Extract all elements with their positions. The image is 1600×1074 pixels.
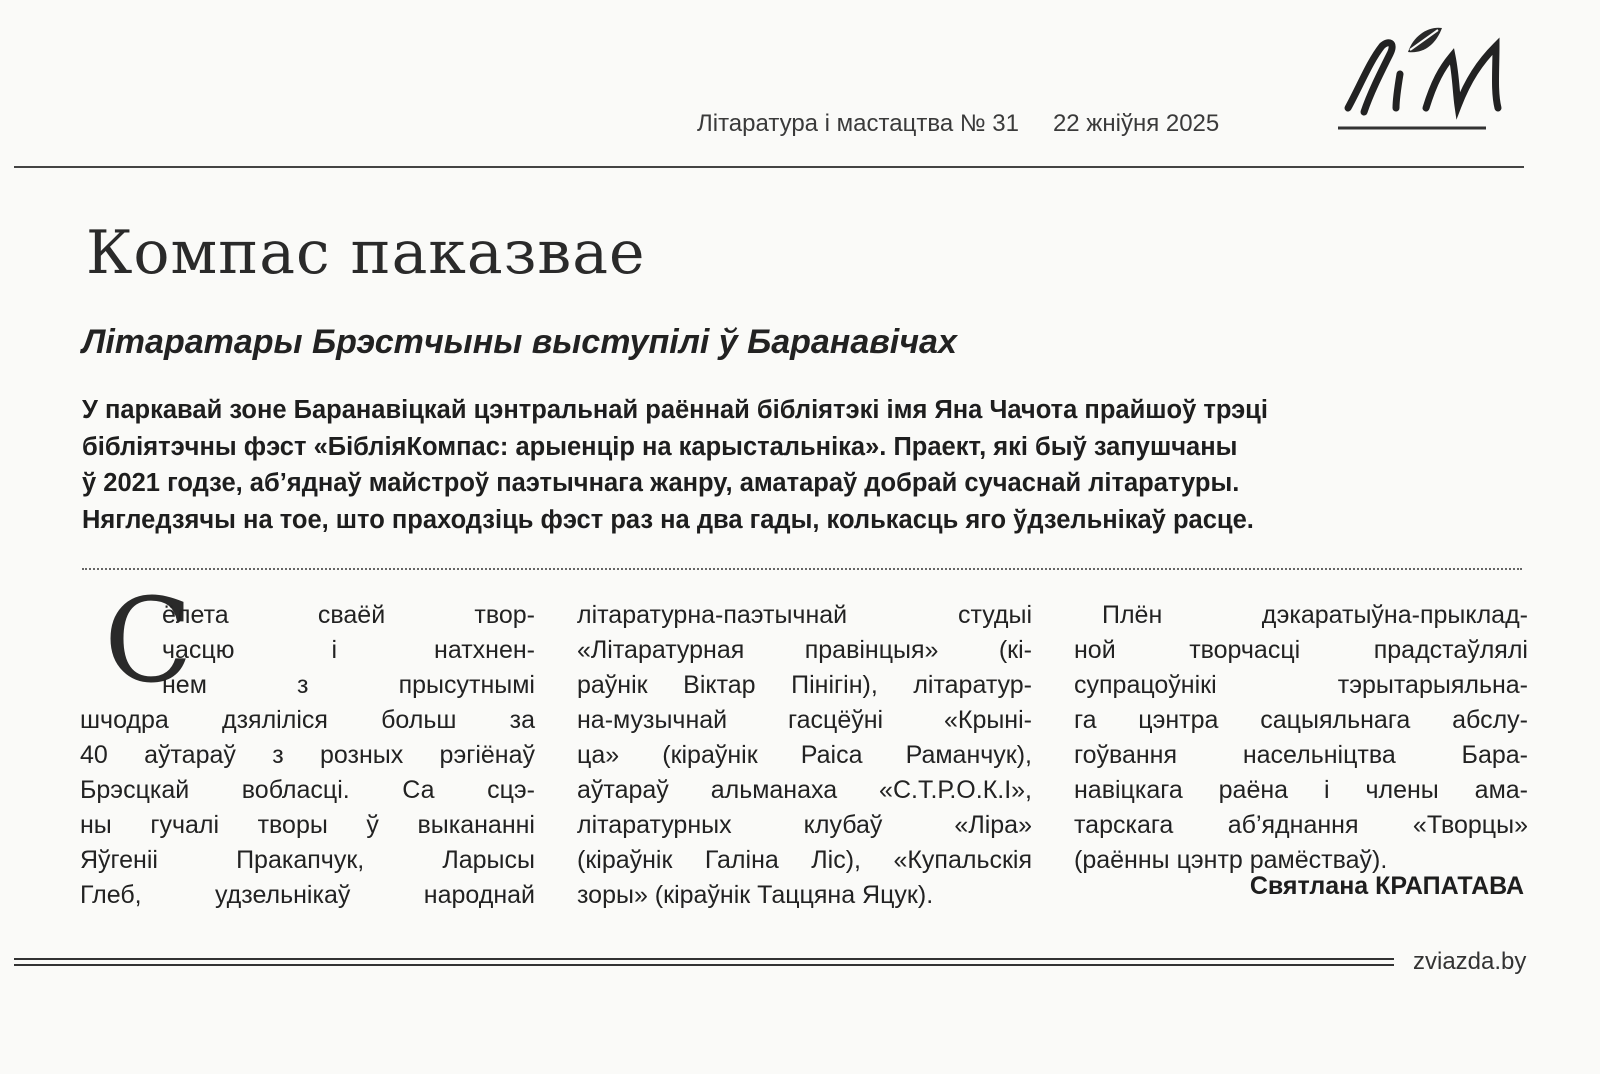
- text-line: ной творчасці прадстаўлялі: [1074, 636, 1528, 664]
- lim-logo: [1330, 16, 1530, 136]
- text-line: га цэнтра сацыяльнага абслу-: [1074, 706, 1528, 734]
- text-line: на-музычнай гасцёўні «Крыні-: [577, 706, 1032, 734]
- header-meta: [697, 110, 1277, 138]
- text-line: гоўвання насельніцтва Бара-: [1074, 741, 1528, 769]
- text-line: ца» (кіраўнік Раіса Раманчук),: [577, 741, 1032, 769]
- issue-date: 22 жніўня 2025: [1052, 110, 1220, 137]
- text-line: Яўгеніі Пракапчук, Ларысы: [80, 846, 535, 874]
- lead-line: Нягледзячы на тое, што праходзіць фэст раз на два гады, колькасць яго ўдзельнікаў расце.: [82, 505, 1254, 534]
- lead-line: ў 2021 годзе, аб’яднаў майстроў паэтычнага жанру, аматараў добрай сучаснай літаратуры.: [82, 469, 1240, 497]
- text-line: (раённы цэнтр рамёстваў).: [1074, 846, 1388, 874]
- drop-cap: С: [104, 574, 193, 709]
- text-line: ёлета сваёй твор-: [162, 601, 535, 629]
- article-subtitle: Літаратары Брэстчыны выступілі ў Баранавічах: [82, 323, 957, 361]
- text-line: шчодра дзяліліся больш за: [80, 706, 535, 734]
- article-lead: [82, 392, 1532, 538]
- body-column-3: [1074, 598, 1528, 878]
- author-signature: Святлана КРАПАТАВА: [1249, 872, 1524, 900]
- text-line: супрацоўнікі тэрытарыяльна-: [1074, 671, 1528, 699]
- article-title: Компас паказвае: [86, 218, 646, 288]
- header-rule: [14, 166, 1524, 168]
- text-line: літаратурных клубаў «Ліра»: [577, 811, 1032, 839]
- text-line: Глеб, удзельнікаў народнай: [80, 881, 535, 909]
- text-line: зоры» (кіраўнік Таццяна Яцук).: [577, 881, 934, 909]
- footer-rule: [14, 964, 1394, 966]
- text-line: часцю і натхнен-: [162, 636, 535, 664]
- text-line: (кіраўнік Галіна Ліс), «Купальскія: [577, 846, 1032, 874]
- text-line: ны гучалі творы ў выкананні: [80, 811, 535, 839]
- text-line: літаратурна-паэтычнай студыі: [577, 601, 1032, 629]
- text-line: «Літаратурная правінцыя» (кі-: [577, 636, 1032, 664]
- footer-rule: [14, 958, 1394, 960]
- lead-line: У паркавай зоне Баранавіцкай цэнтральнай раённай бібліятэкі імя Яна Чачота прайшоў трэці: [82, 396, 1268, 424]
- text-line: 40 аўтараў з розных рэгіёнаў: [80, 741, 535, 769]
- text-line: Плён дэкаратыўна-прыклад-: [1102, 601, 1528, 629]
- text-line: раўнік Віктар Пінігін), літаратур-: [577, 671, 1032, 699]
- body-column-1: [80, 598, 535, 913]
- text-line: нем з прысутнымі: [162, 671, 535, 699]
- text-line: тарскага аб’яднання «Творцы»: [1074, 811, 1528, 839]
- body-column-2: [577, 598, 1032, 913]
- publication-name: Літаратура і мастацтва № 31: [697, 110, 1019, 137]
- lead-line: бібліятэчны фэст «БібліяКомпас: арыенцір на карыстальніка». Праект, які быў запушчаны: [82, 432, 1238, 461]
- text-line: навіцкага раёна і члены ама-: [1074, 776, 1528, 804]
- text-line: Брэсцкай вобласці. Са сцэ-: [80, 776, 535, 804]
- text-line: аўтараў альманаха «С.Т.Р.О.К.І»,: [577, 776, 1032, 804]
- lead-divider: [82, 568, 1522, 570]
- footer-site: zviazda.by: [1413, 948, 1527, 975]
